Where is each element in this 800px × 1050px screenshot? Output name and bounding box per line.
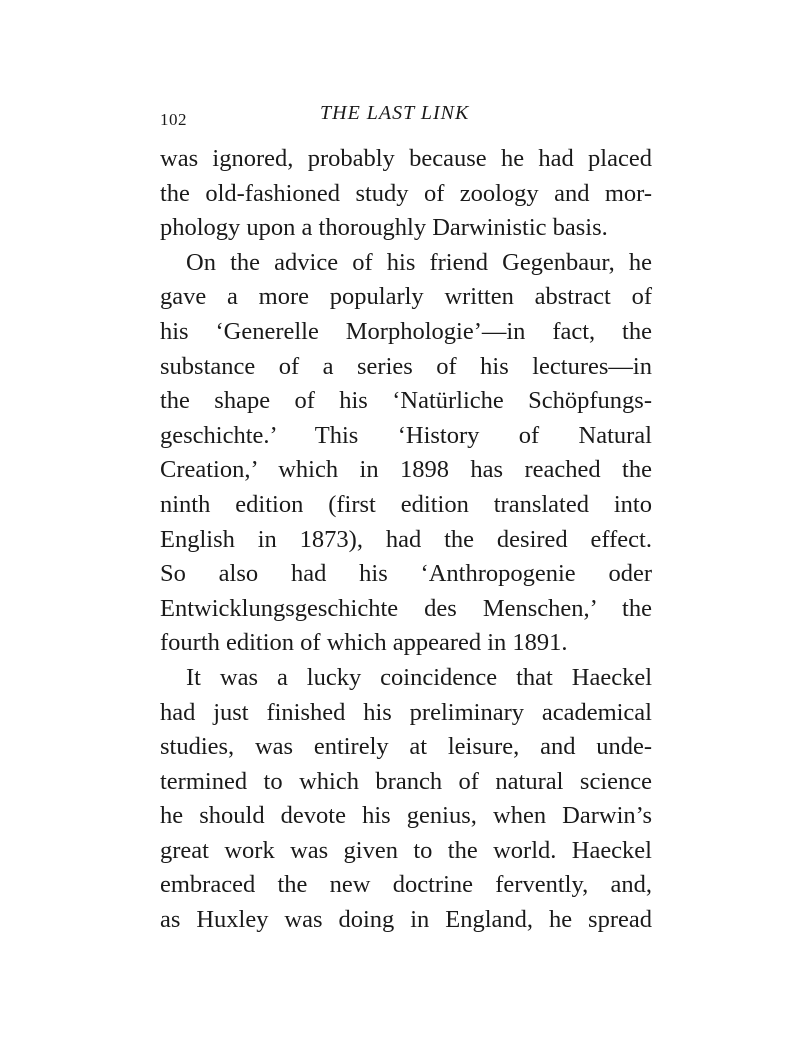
- text-line: as Huxley was doing in England, he spread: [160, 906, 652, 934]
- text-line: the old-fashioned study of zoology and mor-: [160, 179, 652, 207]
- text-line: great work was given to the world. Haeckel: [160, 836, 652, 864]
- text-line: Entwicklungsgeschichte des Menschen,’ the: [160, 594, 652, 622]
- text-line: termined to which branch of natural science: [160, 767, 652, 795]
- text-line: Creation,’ which in 1898 has reached the: [160, 456, 652, 484]
- paragraph-start-line: It was a lucky coincidence that Haeckel: [186, 663, 652, 691]
- page-number: 102: [160, 110, 187, 129]
- text-line: fourth edition of which appeared in 1891.: [160, 629, 568, 657]
- text-line: So also had his ‘Anthropogenie oder: [160, 560, 652, 588]
- text-line: he should devote his genius, when Darwin’s: [160, 802, 652, 830]
- text-line: English in 1873), had the desired effect.: [160, 525, 652, 553]
- text-line: the shape of his ‘Natürliche Schöpfungs-: [160, 387, 652, 415]
- text-line: was ignored, probably because he had placed: [160, 145, 652, 172]
- text-line: gave a more popularly written abstract of: [160, 283, 652, 311]
- text-line: studies, was entirely at leisure, and unde-: [160, 733, 652, 761]
- text-line: had just finished his preliminary academical: [160, 698, 652, 726]
- body-text: [160, 142, 652, 938]
- running-head: [160, 98, 660, 138]
- running-title: THE LAST LINK: [320, 102, 470, 124]
- paragraph-start-line: On the advice of his friend Gegenbaur, he: [186, 248, 652, 276]
- text-line: substance of a series of his lectures—in: [160, 352, 652, 380]
- text-line: phology upon a thoroughly Darwinistic basis.: [160, 214, 608, 242]
- text-line: his ‘Generelle Morphologie’—in fact, the: [160, 317, 652, 345]
- text-line: ninth edition (first edition translated into: [160, 490, 652, 518]
- text-line: geschichte.’ This ‘History of Natural: [160, 421, 652, 449]
- text-line: embraced the new doctrine fervently, and,: [160, 871, 652, 899]
